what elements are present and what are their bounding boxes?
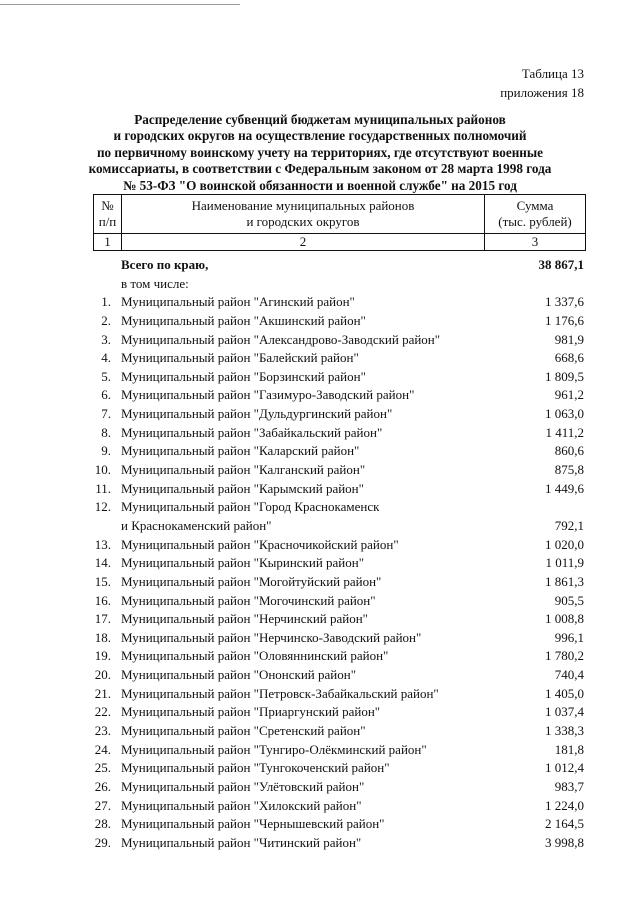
row-number: 11.	[95, 480, 111, 496]
district-name-text: и Краснокаменский район"	[121, 517, 272, 533]
column-header-text: Наименование муниципальных районов	[191, 198, 415, 213]
district-name	[121, 797, 362, 816]
table-row	[0, 703, 640, 722]
district-sum: 1 176,6	[545, 312, 584, 328]
district-name	[121, 629, 421, 648]
table-row	[0, 480, 640, 499]
row-number: 17.	[94, 611, 111, 627]
row-number: 21.	[94, 685, 111, 701]
column-numbers	[94, 234, 586, 251]
table-row	[0, 349, 640, 368]
district-name	[121, 815, 384, 834]
district-sum: 1 405,0	[545, 685, 584, 701]
table-row	[0, 442, 640, 461]
district-name	[121, 685, 439, 704]
table-row	[0, 834, 640, 853]
district-name-text: Муниципальный район "Приаргунский район"	[121, 704, 381, 720]
district-name	[121, 610, 368, 629]
district-name	[121, 331, 440, 350]
table-row	[0, 759, 640, 778]
district-name-text: Муниципальный район "Карымский район"	[121, 480, 364, 496]
district-name-text: Муниципальный район "Тунгокоченский район"	[121, 760, 390, 776]
district-name-text: Муниципальный район "Кыринский район"	[121, 555, 365, 571]
district-sum: 1 780,2	[545, 648, 584, 664]
district-sum: 3 998,8	[545, 834, 584, 850]
appendix-reference: приложения 18	[500, 85, 584, 100]
district-rows	[0, 293, 640, 852]
table-row	[0, 722, 640, 741]
district-sum: 875,8	[554, 462, 584, 478]
district-sum: 1 449,6	[545, 480, 584, 496]
district-sum: 981,9	[554, 331, 584, 347]
district-name	[121, 536, 399, 555]
district-name	[121, 703, 380, 722]
district-name-text: Муниципальный район "Акшинский район"	[121, 312, 366, 328]
table-row	[0, 573, 640, 592]
district-sum: 1 020,0	[545, 536, 584, 552]
table-row	[0, 741, 640, 760]
district-name	[121, 368, 366, 387]
district-name	[121, 349, 359, 368]
district-name-text: Муниципальный район "Оловяннинский район"	[121, 648, 389, 664]
district-sum: 1 338,3	[545, 723, 584, 739]
district-sum: 740,4	[554, 667, 584, 683]
district-name-text: Муниципальный район "Чернышевский район"	[121, 816, 385, 832]
district-name	[121, 442, 359, 461]
table-row	[0, 498, 640, 535]
district-name-text: Муниципальный район "Забайкальский район"	[121, 424, 383, 440]
table-row	[0, 629, 640, 648]
district-name	[121, 424, 382, 443]
row-number: 20.	[94, 667, 111, 683]
district-name	[121, 722, 366, 741]
row-number: 28.	[94, 816, 111, 832]
title-line: № 53-ФЗ "О воинской обязанности и военной службе" на 2015 год	[123, 177, 517, 193]
district-sum: 905,5	[554, 592, 584, 608]
row-number: 23.	[94, 723, 111, 739]
row-number: 5.	[101, 368, 111, 384]
row-number: 29.	[94, 834, 111, 850]
row-number: 7.	[101, 406, 111, 422]
district-name	[121, 647, 388, 666]
row-number: 1.	[101, 294, 111, 310]
district-name	[121, 554, 364, 573]
table-body	[0, 256, 640, 853]
row-number: 18.	[94, 629, 111, 645]
district-sum: 181,8	[554, 741, 584, 757]
row-number: 25.	[94, 760, 111, 776]
district-name-text: Муниципальный район "Тунгиро-Олёкминский район"	[121, 741, 427, 757]
district-name	[121, 592, 376, 611]
row-number: 16.	[94, 592, 111, 608]
district-name	[121, 834, 361, 853]
row-number: 3.	[101, 331, 111, 347]
document-title	[0, 112, 640, 194]
district-name-text: Муниципальный район "Каларский район"	[121, 443, 360, 459]
row-number: 13.	[94, 536, 111, 552]
district-sum: 860,6	[554, 443, 584, 459]
table-row	[0, 405, 640, 424]
table-row	[0, 647, 640, 666]
column-header-text: №	[101, 198, 114, 213]
total-label: Всего по краю,	[121, 257, 209, 272]
column-header-sum	[485, 195, 586, 234]
title-line: и городских округов на осуществление государственных полномочий	[113, 128, 527, 144]
district-sum: 983,7	[554, 778, 584, 794]
table-reference: Таблица 13	[521, 66, 584, 81]
total-value: 38 867,1	[538, 257, 584, 272]
table-row	[0, 368, 640, 387]
table-row	[0, 685, 640, 704]
row-number: 14.	[94, 555, 111, 571]
district-sum: 1 809,5	[545, 368, 584, 384]
district-name	[121, 312, 366, 331]
district-name	[121, 666, 356, 685]
table-row	[0, 312, 640, 331]
district-name-text: Муниципальный район "Борзинский район"	[121, 368, 366, 384]
column-headers	[94, 195, 586, 234]
table-row	[0, 536, 640, 555]
column-header-name	[122, 195, 485, 234]
total-row	[0, 256, 640, 275]
column-number: 3	[485, 234, 586, 251]
district-name	[121, 386, 414, 405]
row-number: 8.	[101, 424, 111, 440]
district-sum: 792,1	[554, 517, 584, 533]
table-row	[0, 610, 640, 629]
district-name-text: Муниципальный район "Дульдургинский район"	[121, 406, 393, 422]
district-name	[121, 461, 365, 480]
district-sum: 1 012,4	[545, 760, 584, 776]
row-number: 10.	[94, 462, 111, 478]
district-name	[121, 778, 364, 797]
column-header-text: и городских округов	[246, 214, 360, 229]
table-row	[0, 293, 640, 312]
district-sum: 961,2	[554, 387, 584, 403]
row-number: 9.	[101, 443, 111, 459]
district-name-text: Муниципальный район "Хилокский район"	[121, 797, 362, 813]
table-row	[0, 666, 640, 685]
district-name	[121, 498, 379, 535]
row-number: 4.	[101, 350, 111, 366]
district-name-text: Муниципальный район "Александрово-Заводский район"	[121, 331, 441, 347]
district-sum: 1 008,8	[545, 611, 584, 627]
district-name	[121, 741, 427, 760]
district-name	[121, 405, 392, 424]
title-line: Распределение субвенций бюджетам муниципальных районов	[134, 112, 506, 127]
district-sum: 668,6	[554, 350, 584, 366]
district-name-text: Муниципальный район "Агинский район"	[121, 294, 355, 310]
district-name-text: Муниципальный район "Балейский район"	[121, 350, 359, 366]
table-row	[0, 331, 640, 350]
row-number: 15.	[94, 573, 111, 589]
district-sum: 1 037,4	[545, 704, 584, 720]
column-number: 2	[122, 234, 485, 251]
district-name-text: Муниципальный район "Могочинский район"	[121, 592, 376, 608]
district-name-text: Муниципальный район "Город Краснокаменск	[121, 499, 380, 515]
column-header-text: Сумма	[516, 198, 554, 213]
district-name-text: Муниципальный район "Калганский район"	[121, 462, 366, 478]
table-row	[0, 424, 640, 443]
district-sum: 1 224,0	[545, 797, 584, 813]
table-header	[93, 194, 586, 251]
district-name-text: Муниципальный район "Газимуро-Заводский район"	[121, 387, 415, 403]
district-name	[121, 759, 390, 778]
district-sum: 996,1	[554, 629, 584, 645]
district-sum: 1 411,2	[545, 424, 584, 440]
table-row	[0, 386, 640, 405]
table-row	[0, 461, 640, 480]
district-name-text: Муниципальный район "Нерчинский район"	[121, 611, 368, 627]
column-header-text: п/п	[98, 214, 117, 229]
district-name-text: Муниципальный район "Ононский район"	[121, 667, 357, 683]
district-name-text: Муниципальный район "Нерчинско-Заводский район"	[121, 629, 422, 645]
row-number: 22.	[94, 704, 111, 720]
district-name	[121, 293, 355, 312]
table-row	[0, 797, 640, 816]
district-sum: 1 861,3	[545, 573, 584, 589]
row-number: 27.	[94, 797, 111, 813]
column-header-number	[94, 195, 122, 234]
title-line: комиссариаты, в соответствии с Федеральным законом от 28 марта 1998 года	[88, 161, 552, 177]
district-sum: 1 011,9	[545, 555, 584, 571]
district-name-text: Муниципальный район "Сретенский район"	[121, 723, 366, 739]
row-number: 2.	[101, 312, 111, 328]
column-number: 1	[94, 234, 122, 251]
district-sum: 1 337,6	[545, 294, 584, 310]
district-name-text: Муниципальный район "Читинский район"	[121, 834, 362, 850]
title-line: по первичному воинскому учету на территориях, где отсутствуют военные	[96, 144, 544, 160]
district-sum: 1 063,0	[545, 406, 584, 422]
district-name-text: Муниципальный район "Красночикойский район"	[121, 536, 399, 552]
row-number: 6.	[101, 387, 111, 403]
column-header-text: (тыс. рублей)	[498, 214, 572, 229]
subtotal-note: в том числе:	[121, 275, 189, 291]
district-name-text: Муниципальный район "Могойтуйский район"	[121, 573, 382, 589]
row-number: 24.	[94, 741, 111, 757]
row-number: 19.	[94, 648, 111, 664]
row-number: 12.	[94, 499, 111, 515]
row-number: 26.	[94, 778, 111, 794]
district-name	[121, 573, 381, 592]
table-row	[0, 815, 640, 834]
district-name-text: Муниципальный район "Петровск-Забайкальский район"	[121, 685, 439, 701]
district-name-text: Муниципальный район "Улётовский район"	[121, 778, 365, 794]
table-row	[0, 778, 640, 797]
subtotal-note-row	[0, 275, 640, 294]
top-edge-line	[0, 4, 240, 5]
district-name	[121, 480, 364, 499]
table-row	[0, 592, 640, 611]
table-row	[0, 554, 640, 573]
district-sum: 2 164,5	[545, 816, 584, 832]
